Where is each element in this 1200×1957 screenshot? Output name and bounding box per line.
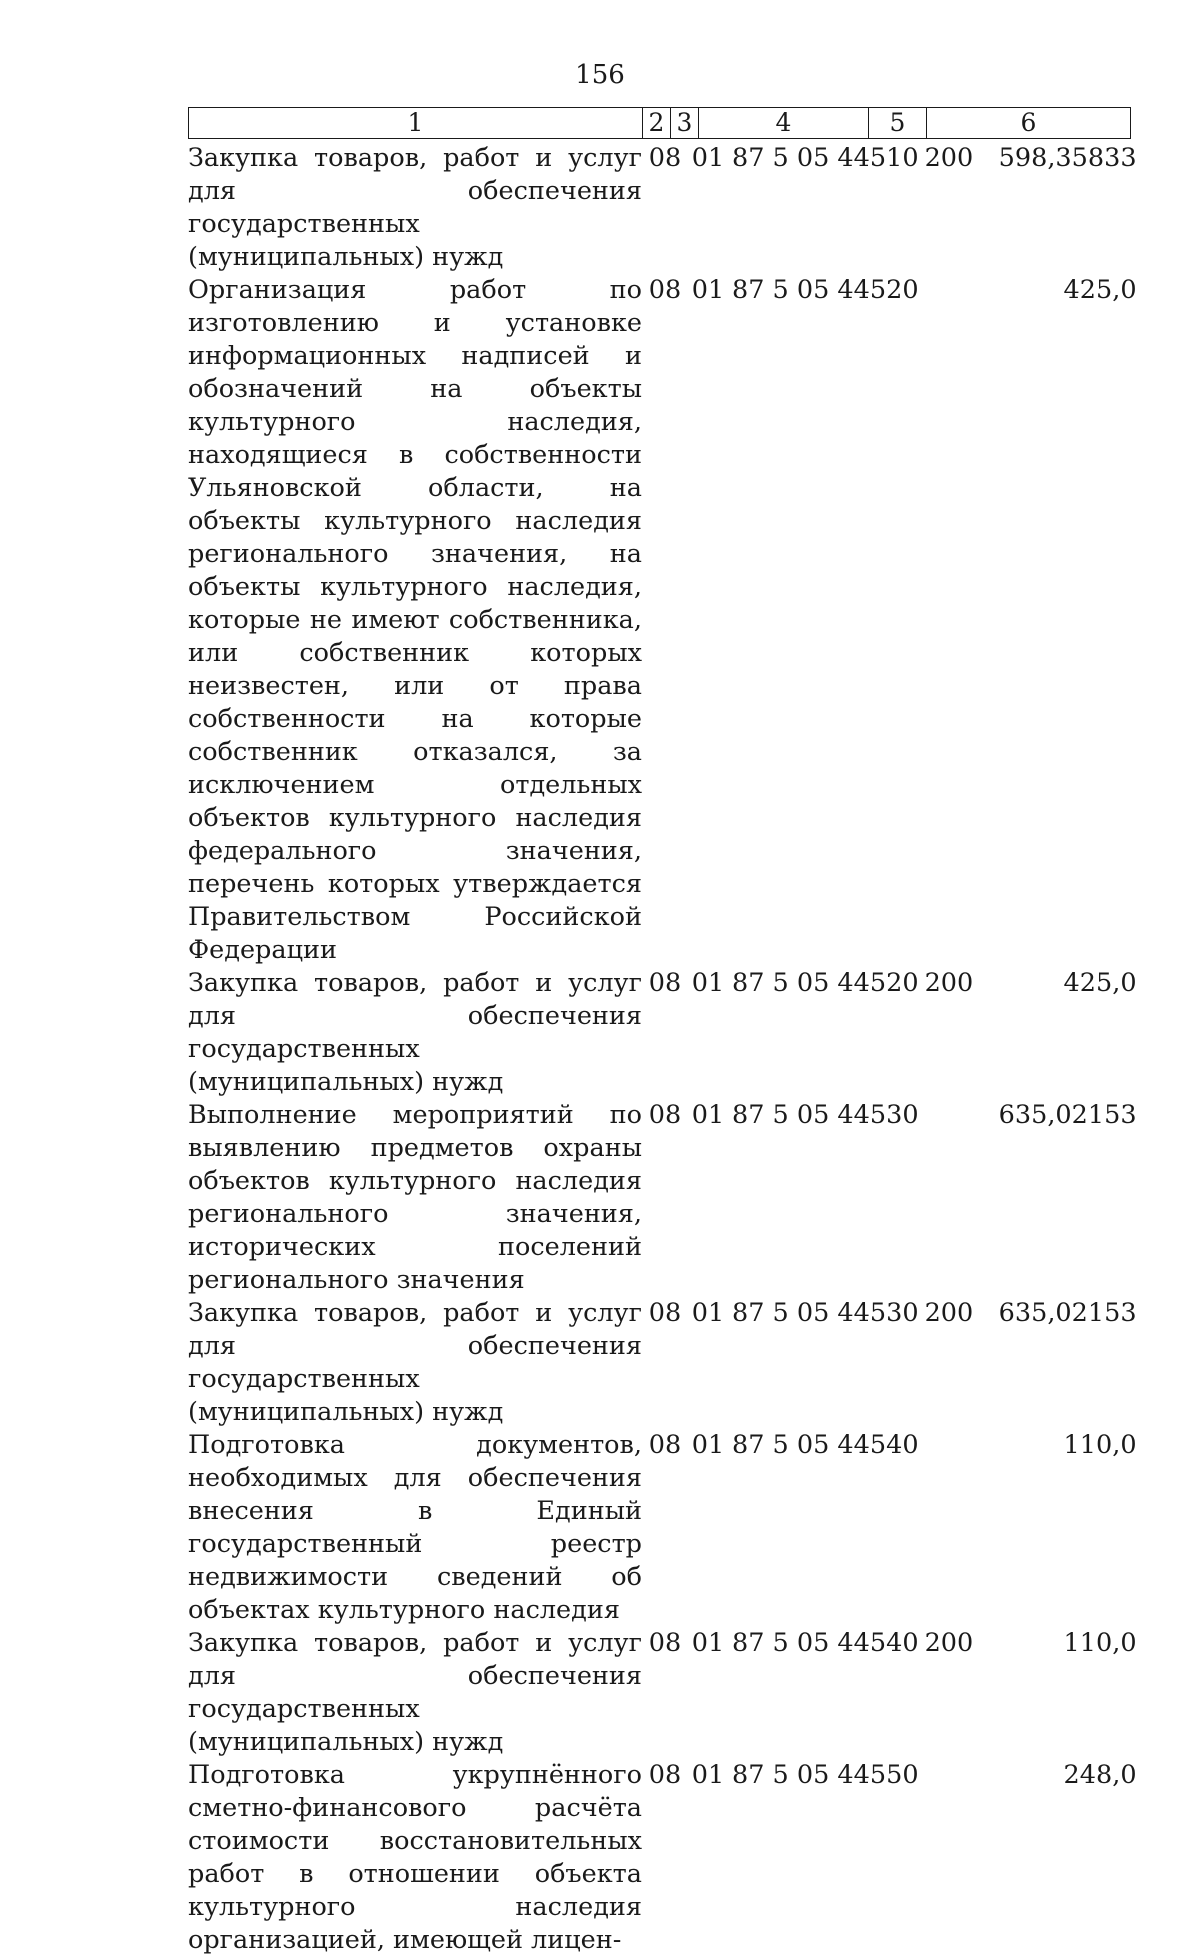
row-amount: 248,0 [1063, 1760, 1137, 1790]
table-row [188, 1297, 1181, 1429]
row-amount: 110,0 [1063, 1430, 1137, 1460]
row-expense-type: 200 [924, 1298, 974, 1328]
row-target-code: 87 5 05 44530 [732, 1100, 919, 1130]
row-target-code: 87 5 05 44520 [732, 275, 919, 305]
page-number: 156 [575, 60, 625, 90]
table-row [188, 274, 1181, 967]
table-header [188, 107, 1131, 139]
row-expense-type [919, 1429, 977, 1627]
row-expense-type [919, 1099, 977, 1297]
row-subsection: 01 [691, 968, 725, 998]
row-target-code: 87 5 05 44550 [732, 1760, 919, 1790]
row-subsection: 01 [691, 1298, 725, 1328]
row-name: Подготовка укрупнённого сметно-финансового расчёта стоимости восстановительных работ в отношении объекта культурного наследия организацией, имеющей лицен- [188, 1760, 642, 1955]
table-row [188, 1627, 1181, 1759]
column-header-1: 1 [189, 108, 643, 139]
row-target-code: 87 5 05 44540 [732, 1628, 919, 1658]
column-header-5: 5 [869, 108, 927, 139]
row-name: Закупка товаров, работ и услуг для обеспечения государственных (муниципальных) нужд [188, 1628, 642, 1757]
row-subsection: 01 [691, 275, 725, 305]
column-header-4: 4 [699, 108, 869, 139]
row-target-code: 87 5 05 44510 [732, 143, 919, 173]
row-expense-type: 200 [924, 1628, 974, 1658]
row-section: 08 [648, 1100, 682, 1130]
row-section: 08 [648, 143, 682, 173]
row-section: 08 [648, 1430, 682, 1460]
row-amount: 425,0 [1063, 275, 1137, 305]
table-row [188, 967, 1181, 1099]
row-subsection: 01 [691, 1760, 725, 1790]
row-name: Закупка товаров, работ и услуг для обеспечения государственных (муниципальных) нужд [188, 968, 642, 1097]
row-target-code: 87 5 05 44520 [732, 968, 919, 998]
row-section: 08 [648, 1628, 682, 1658]
row-subsection: 01 [691, 1430, 725, 1460]
row-subsection: 01 [691, 143, 725, 173]
row-name: Организация работ по изготовлению и установке информационных надписей и обозначений на объекты культурного наследия, находящиеся в собственности Ульяновской области, на объекты культурного наследия регионального значения, на объекты культурного наследия, которые не имеют собственника, или собственник которых неизвестен, или от права собственности на которые собственник отказался, за исключением отдельных объектов культурного наследия федерального значения, перечень которых утверждается Правительством Российской Федерации [188, 275, 642, 965]
budget-table [188, 142, 1181, 1957]
table-row [188, 142, 1181, 274]
row-name: Закупка товаров, работ и услуг для обеспечения государственных (муниципальных) нужд [188, 1298, 642, 1427]
row-expense-type: 200 [924, 143, 974, 173]
row-section: 08 [648, 1298, 682, 1328]
row-section: 08 [648, 968, 682, 998]
row-target-code: 87 5 05 44540 [732, 1430, 919, 1460]
row-subsection: 01 [691, 1100, 725, 1130]
table-row [188, 1099, 1181, 1297]
row-amount: 110,0 [1063, 1628, 1137, 1658]
row-name: Подготовка документов, необходимых для обеспечения внесения в Единый государственный реестр недвижимости сведений об объектах культурного наследия [188, 1430, 642, 1625]
column-header-2: 2 [643, 108, 671, 139]
table-row [188, 1759, 1181, 1957]
row-amount: 598,35833 [998, 143, 1137, 173]
row-target-code: 87 5 05 44530 [732, 1298, 919, 1328]
row-amount: 635,02153 [998, 1100, 1137, 1130]
table-row [188, 1429, 1181, 1627]
row-subsection: 01 [691, 1628, 725, 1658]
row-amount: 635,02153 [998, 1298, 1137, 1328]
column-header-6: 6 [927, 108, 1131, 139]
row-section: 08 [648, 275, 682, 305]
column-header-3: 3 [671, 108, 699, 139]
row-amount: 425,0 [1063, 968, 1137, 998]
row-expense-type [919, 274, 977, 967]
row-name: Закупка товаров, работ и услуг для обеспечения государственных (муниципальных) нужд [188, 143, 642, 272]
row-section: 08 [648, 1760, 682, 1790]
row-expense-type [919, 1759, 977, 1957]
row-expense-type: 200 [924, 968, 974, 998]
row-name: Выполнение мероприятий по выявлению предметов охраны объектов культурного наследия регионального значения, исторических поселений регионального значения [188, 1100, 642, 1295]
